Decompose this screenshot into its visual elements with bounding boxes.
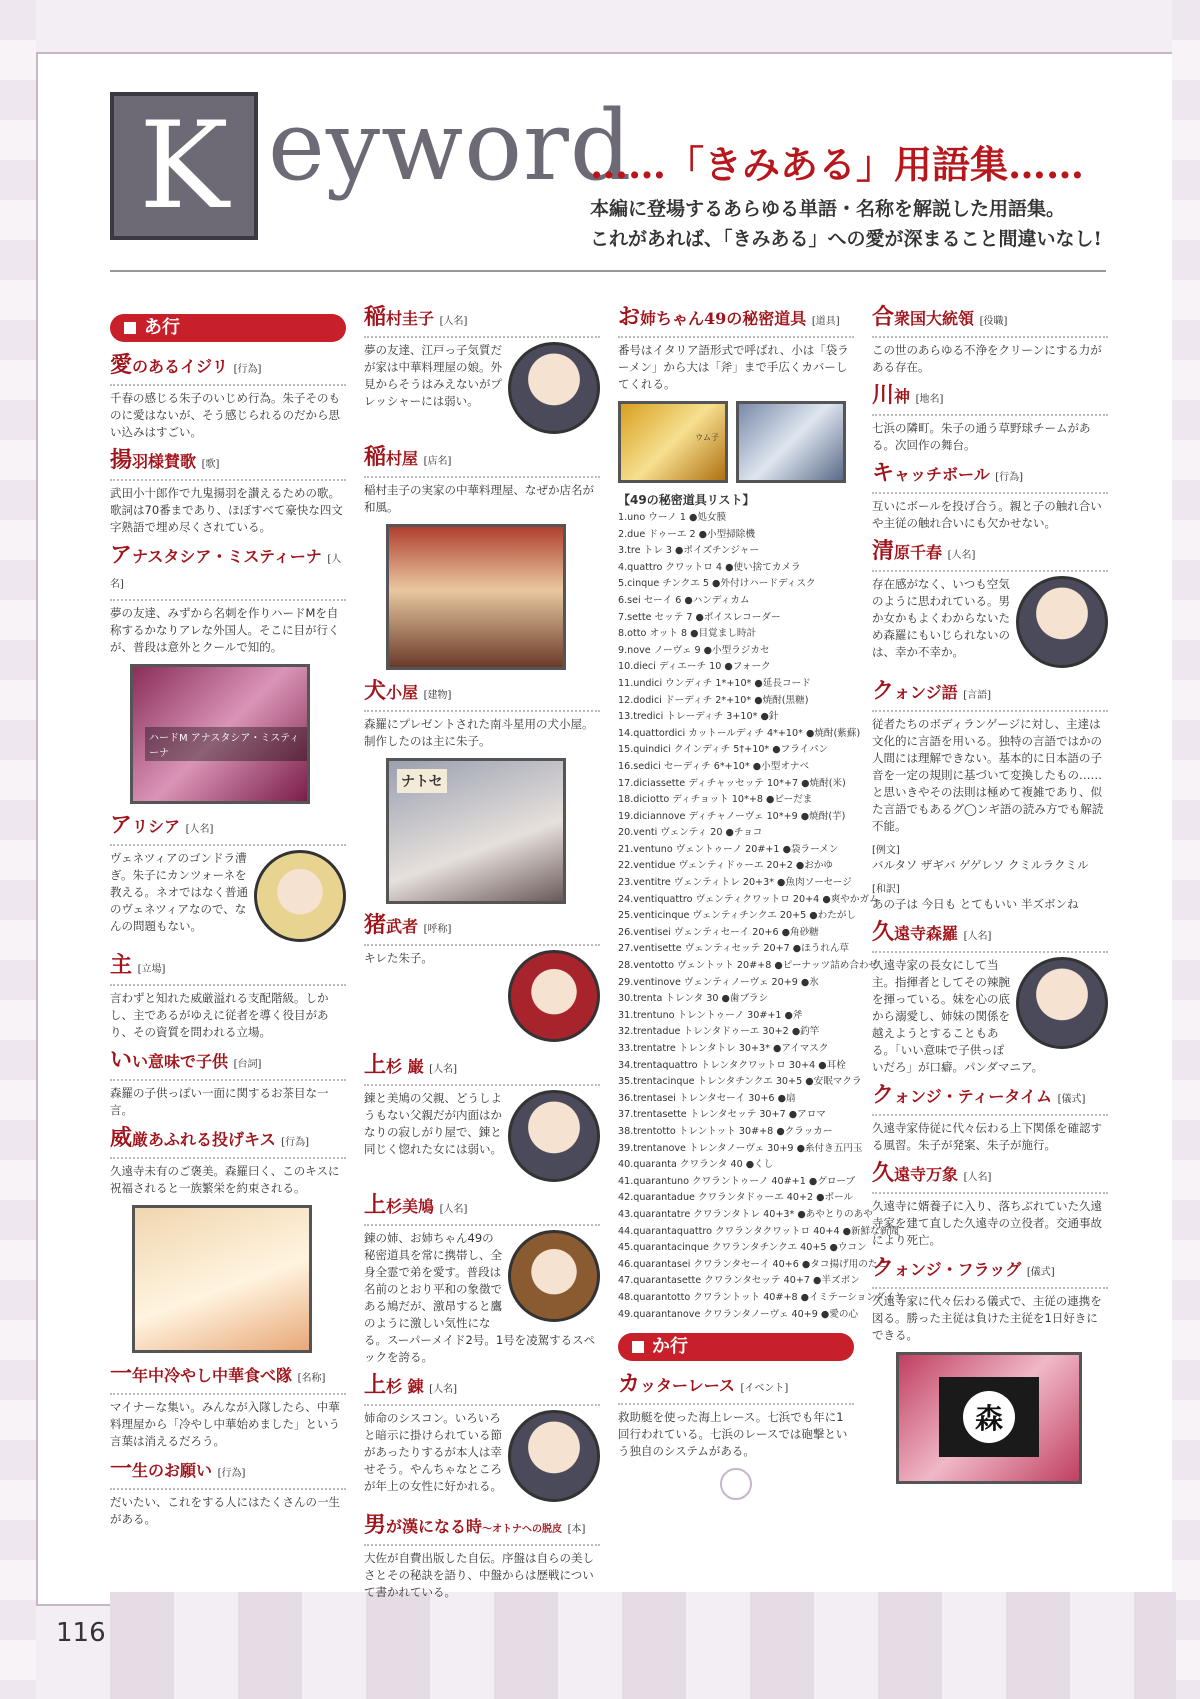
entry-inugoya <box>364 680 600 750</box>
term-category: [人名] <box>110 554 342 590</box>
entry-kawakami <box>872 384 1108 454</box>
entry-description: 番号はイタリア語形式で呼ばれ、小は「袋ラーメン」から大は「斧」まで手広くカバーしてくれる。 <box>618 343 849 391</box>
entry-description: だいたい、これをする人にはたくさんの一生がある。 <box>110 1495 340 1526</box>
term-rest: ォンジ・フラッグ <box>894 1260 1022 1279</box>
entry-term <box>872 1084 1108 1116</box>
entry-description: 久遠寺家に代々伝わる儀式で、主従の連携を図る。勝った主従は負けた主従を1日好きにできる。 <box>872 1294 1102 1342</box>
translation-label: [和訳] <box>872 884 900 895</box>
akako-avatar <box>508 950 600 1042</box>
keyword-title: eyword <box>268 90 633 202</box>
tool-list-item: 29.ventinove ヴェンティノーヴェ 20+9 ●氷 <box>618 976 819 988</box>
tool-label: ウム子 <box>695 433 719 442</box>
tool-list-item: 9.nove ノーヴェ 9 ●小型ラジカセ <box>618 644 770 656</box>
term-category: [行為] <box>217 1468 246 1479</box>
term-category: [歌] <box>201 459 220 470</box>
tool-images <box>618 401 854 483</box>
tool-list-item: 44.quarantaquattro クワランタクワットロ 40+4 ●新鮮な新聞 <box>618 1225 899 1237</box>
entry-description: 錬と美鳩の父親、どうしようもない父親だが内面はかなりの寂しがり屋で、錬と同じく惚れた女には弱い。 <box>364 1091 502 1156</box>
entry-description: 錬の姉、お姉ちゃん49の秘密道具を常に携帯し、全身全霊で弟を愛す。普段は名前のとおり平和の象徴である鳩だが、激昂すると鷹のように激しい気性になる。スーパーメイド2号。1号を凌駕するスペックを誇る。 <box>364 1231 596 1364</box>
entry-term <box>364 680 600 712</box>
term-initial: ア <box>110 812 133 838</box>
entry-kiyohara-chiharu <box>872 540 1108 672</box>
term-category: [言語] <box>963 690 992 701</box>
right-ornament-border <box>1172 0 1200 1699</box>
column-4 <box>872 306 1108 1494</box>
blonde-girl-image <box>132 1205 312 1353</box>
tool-list-item: 26.ventisei ヴェンティセーイ 20+6 ●角砂糖 <box>618 926 819 938</box>
section-a-row: あ行 <box>110 314 346 342</box>
entry-alicia <box>110 814 346 946</box>
term-initial: 一 <box>110 1361 133 1387</box>
term-initial: 威 <box>110 1125 133 1151</box>
term-initial: 稲 <box>364 444 387 470</box>
entry-term <box>364 446 600 478</box>
term-initial: 久 <box>872 919 895 945</box>
tools-image-1 <box>618 401 728 483</box>
mihato-avatar <box>508 1230 600 1322</box>
tool-list-item: 43.quarantatre クワランタトレ 40+3* ●あやとりのあや <box>618 1208 873 1220</box>
term-initial: キ <box>872 460 895 486</box>
term-category: [儀式] <box>1057 1094 1086 1105</box>
column-2 <box>364 306 600 1609</box>
entry-description: 存在感がなく、いつも空気のように思われている。男か女かもよくわからないため森羅にもいじられないのは、幸か不幸か。 <box>872 577 1010 659</box>
entry-term <box>110 449 346 481</box>
term-category: [行為] <box>281 1137 310 1148</box>
entry-term <box>872 1162 1108 1194</box>
entry-description: 久遠寺家侍従に代々伝わる上下関係を確認する風習。朱子が発案、朱子が施行。 <box>872 1121 1102 1152</box>
tool-list-item: 24.ventiquattro ヴェンティクワットロ 20+4 ●爽やかガム <box>618 893 879 905</box>
tool-list-item: 39.trentanove トレンタノーヴェ 30+9 ●糸付き五円玉 <box>618 1142 863 1154</box>
entry-term <box>364 306 600 338</box>
tool-list-item: 49.quarantanove クワランタノーヴェ 40+9 ●愛の心 <box>618 1308 859 1320</box>
intro-line-1: 本編に登場するあらゆる単語・名称を解説した用語集。 <box>590 198 1066 220</box>
entry-ageha-sanka <box>110 449 346 536</box>
left-ornament-border <box>0 0 36 1699</box>
entry-uesugi-mihato <box>364 1194 600 1366</box>
term-rest: 遠寺森羅 <box>894 924 959 943</box>
ren-avatar <box>508 1410 600 1502</box>
term-rest: ャッチボール <box>894 465 990 484</box>
tool-list-item: 20.venti ヴェンティ 20 ●チョコ <box>618 827 763 839</box>
tool-list-item: 18.diciotto ディチョット 10*+8 ●ビーだま <box>618 794 813 806</box>
entry-description: 大佐が自費出版した自伝。序盤は自らの美しさとその秘訣を語り、中盤からは歴戦について書かれている。 <box>364 1551 594 1599</box>
entry-catch-ball <box>872 462 1108 532</box>
term-category: [建物] <box>423 690 452 701</box>
entry-cutter-race <box>618 1373 854 1460</box>
term-rest: 杉美鳩 <box>386 1197 435 1216</box>
entry-term <box>872 921 1108 953</box>
term-category: [人名] <box>947 550 976 561</box>
tool-list-item: 35.trentacinque トレンタチンクエ 30+5 ●安眠マクラ <box>618 1076 862 1088</box>
tool-list-item: 7.sette セッテ 7 ●ボイスレコーダー <box>618 611 781 623</box>
term-category: [人名] <box>439 316 468 327</box>
entry-term <box>364 1514 600 1546</box>
term-category: [行為] <box>995 472 1024 483</box>
tool-list-item: 28.ventotto ヴェントット 20#+8 ●ピーナッツ詰め合わせ <box>618 960 879 972</box>
entry-kuonji-bansho <box>872 1162 1108 1249</box>
tool-list-item: 33.trentatre トレンタトレ 30+3* ●アイマスク <box>618 1043 829 1054</box>
intro-line-2: これがあれば、「きみある」への愛が深まること間違いなし! <box>590 228 1102 250</box>
entry-term <box>618 306 854 338</box>
entry-kuonji-flag <box>872 1257 1108 1344</box>
entry-term <box>110 1458 346 1490</box>
tool-list-item: 16.sedici セーディチ 6*+10* ●小型オナベ <box>618 760 810 772</box>
entry-description: 姉命のシスコン。いろいろと暗示に掛けられている節があったりするが本人は幸せそう。やんちゃなところが年上の女性に好かれる。 <box>364 1411 502 1493</box>
term-rest: 厳あふれる投げキス <box>132 1130 276 1149</box>
flag-image <box>896 1352 1082 1484</box>
entry-hiyashi-chuka <box>110 1363 346 1450</box>
tool-list-item: 38.trentotto トレントット 30#+8 ●クラッカー <box>618 1125 833 1137</box>
term-initial: 稲 <box>364 304 387 330</box>
term-rest: 杉 錬 <box>386 1377 424 1396</box>
term-category: [本] <box>567 1524 586 1535</box>
entry-aruji <box>110 954 346 1041</box>
entry-ii-imi-de-kodomo <box>110 1049 346 1119</box>
alicia-avatar <box>254 850 346 942</box>
entry-term <box>872 680 1108 712</box>
entry-term <box>872 306 1108 338</box>
tool-list-item: 22.ventidue ヴェンティドゥーエ 20+2 ●おかゆ <box>618 860 834 872</box>
term-rest: 羽様賛歌 <box>132 452 197 471</box>
term-category: [道具] <box>811 316 840 327</box>
term-rest: 衆国大統領 <box>894 309 975 328</box>
entry-ai-no-aru-ijiri <box>110 354 346 441</box>
page-header <box>110 92 1106 272</box>
term-category: [名称] <box>297 1373 326 1384</box>
term-initial: ク <box>872 1255 895 1281</box>
term-category: [イベント] <box>740 1383 789 1395</box>
tool-list-item: 37.trentasette トレンタセッテ 30+7 ●アロマ <box>618 1109 826 1121</box>
doghouse-sign: ナトセ <box>397 769 447 793</box>
tool-list-item: 3.tre トレ 3 ●ポイズチンジャー <box>618 545 759 557</box>
term-category: [地名] <box>915 394 944 405</box>
term-initial: ア <box>110 542 133 568</box>
term-initial: 合 <box>872 304 895 330</box>
entry-president <box>872 306 1108 376</box>
entry-term <box>872 1257 1108 1289</box>
term-category: [儀式] <box>1026 1267 1055 1278</box>
tool-list-item: 10.dieci ディエーチ 10 ●フォーク <box>618 661 771 673</box>
term-rest: 小屋 <box>386 683 419 702</box>
card-caption: ハードM アナスタシア・ミスティーナ <box>145 727 307 761</box>
tool-list-item: 14.quattordici カットールディチ 4*+10* ●焼酎(紫蘇) <box>618 727 861 739</box>
tool-list-item: 31.trentuno トレントゥーノ 30#+1 ●斧 <box>618 1009 803 1021</box>
entry-otoko-ga-kan <box>364 1514 600 1601</box>
term-category: [役職] <box>979 316 1008 327</box>
tool-list-item: 4.quattro クワットロ 4 ●使い捨てカメラ <box>618 561 801 573</box>
tool-list-item: 19.diciannove ディチャノーヴェ 10*+9 ●焼酎(芋) <box>618 810 846 822</box>
term-initial: 犬 <box>364 678 387 704</box>
entry-term <box>110 814 346 846</box>
term-rest: リシア <box>132 817 181 836</box>
term-initial: 猪 <box>364 912 387 938</box>
entry-description: 夢の友達、江戸っ子気質だが家は中華料理屋の娘。外見からそうはみえないがプレッシャーには弱い。 <box>364 343 502 408</box>
term-initial: 久 <box>872 1160 895 1186</box>
entry-term <box>110 544 346 601</box>
entry-himitsu-dougu <box>618 306 854 393</box>
term-initial: 男 <box>364 1512 387 1538</box>
entry-description: 千春の感じる朱子のいじめ行為。朱子そのものに愛はないが、そう感じられるのだから思い込みはすごい。 <box>110 391 340 439</box>
restaurant-image <box>386 524 566 670</box>
entry-inamuraya <box>364 446 600 516</box>
tool-list-item: 47.quarantasette クワランタセッテ 40+7 ●半ズボン <box>618 1275 860 1287</box>
entry-description: 武田小十郎作で九鬼揚羽を讃えるための歌。歌詞は70番まであり、ほぼすべて豪快な四文字熟語で埋め尽くされている。 <box>110 486 343 534</box>
tool-list-item: 1.uno ウーノ 1 ●処女膜 <box>618 512 727 523</box>
term-category: [人名] <box>963 1172 992 1183</box>
tool-list-item: 15.quindici クインディチ 5†+10* ●フライパン <box>618 744 829 756</box>
entry-description: 稲村圭子の実家の中華料理屋、なぜか店名が和風。 <box>364 483 594 514</box>
term-subtitle: ～オトナへの脱皮 <box>482 1524 563 1535</box>
entry-term <box>110 1363 346 1395</box>
tool-list-item: 27.ventisette ヴェンティセッテ 20+7 ●ほうれん草 <box>618 943 850 955</box>
entry-inoshishi-musha <box>364 914 600 1046</box>
entry-description: 従者たちのボディランゲージに対し、主達は文化的に言語を用いる。独特の言語ではかの人間には理解できない。基本的に日本語の子音を一定の規則に基づいて変換したもの……と思いきやその法則は極めて複雑であり、似た言語でもあるグ◯ンギ語の読み方でも解読不能。 <box>872 717 1104 833</box>
term-rest: ォンジ語 <box>894 683 958 702</box>
term-rest: 神 <box>894 387 911 406</box>
iwao-avatar <box>508 1090 600 1182</box>
term-category: [店名] <box>423 456 452 467</box>
entry-term <box>110 954 346 986</box>
term-rest: い意味で子供 <box>132 1052 229 1071</box>
entry-description: この世のあらゆる不浄をクリーンにする力がある存在。 <box>872 343 1102 374</box>
entry-term <box>110 1049 346 1081</box>
term-initial: 上 <box>364 1052 387 1078</box>
entry-term <box>110 354 346 386</box>
entry-kuonji-teatime <box>872 1084 1108 1154</box>
header-divider <box>110 270 1106 272</box>
keiko-avatar <box>508 342 600 434</box>
tool-list-item: 34.trentaquattro トレンタクワットロ 30+4 ●耳栓 <box>618 1059 846 1071</box>
doghouse-image <box>386 758 566 904</box>
translation-text: あの子は 今日も とてもいい 半ズボンね <box>872 897 1079 911</box>
term-initial: 愛 <box>110 352 133 378</box>
term-initial: い <box>110 1047 133 1073</box>
column-1 <box>110 300 346 1536</box>
example-label: [例文] <box>872 845 900 856</box>
entry-term <box>364 1054 600 1086</box>
term-rest: ォンジ・ティータイム <box>894 1087 1053 1106</box>
term-initial: 揚 <box>110 447 133 473</box>
entry-inamura-keiko <box>364 306 600 438</box>
entry-nage-kiss <box>110 1127 346 1197</box>
tool-list-item: 2.due ドゥーエ 2 ●小型掃除機 <box>618 528 755 540</box>
page-subtitle: ……「きみある」用語集…… <box>590 142 1085 187</box>
example-text: バルタソ ザギバ ゲゲレソ クミルラクミル <box>872 858 1089 872</box>
entry-term <box>110 1127 346 1159</box>
entry-description: キレた朱子。 <box>364 951 433 965</box>
term-category: [人名] <box>439 1204 468 1215</box>
tool-list-item: 23.ventitre ヴェンティトレ 20+3* ●魚肉ソーセージ <box>618 877 852 889</box>
tool-list-item: 42.quarantadue クワランタドゥーエ 40+2 ●ボール <box>618 1192 854 1204</box>
ornament-icon <box>720 1468 752 1500</box>
entry-description: 森羅にプレゼントされた南斗星用の犬小屋。制作したのは主に朱子。 <box>364 717 594 748</box>
k-logo-box <box>110 92 258 240</box>
term-initial: 上 <box>364 1192 387 1218</box>
section-ka-row: か行 <box>618 1333 854 1361</box>
entry-description: 七浜の隣町。朱子の通う草野球チームがある。次回作の舞台。 <box>872 421 1091 452</box>
business-card-image <box>130 664 310 804</box>
term-initial: 川 <box>872 382 895 408</box>
tool-list-item: 40.quaranta クワランタ 40 ●くし <box>618 1159 774 1171</box>
bottom-ornament-strip <box>110 1592 1176 1699</box>
entry-anastasia <box>110 544 346 656</box>
page-number: 116 <box>56 1618 106 1648</box>
tools-image-2 <box>736 401 846 483</box>
entry-term <box>364 914 600 946</box>
entry-kuonji-go <box>872 680 1108 913</box>
term-rest: 生のお願い <box>132 1461 213 1480</box>
term-rest: 姉ちゃん49の秘密道具 <box>640 309 807 328</box>
term-rest: 杉 巌 <box>386 1057 424 1076</box>
entry-description: 久遠寺家の長女にして当主。指揮者としてその辣腕を揮っている。妹を心の底から溺愛し、姉妹の関係を越えようとすることもある。「いい意味で子供っぽいだろ」が口癖。パンダマニア。 <box>872 958 1044 1074</box>
tool-list-item: 30.trenta トレンタ 30 ●歯ブラシ <box>618 993 769 1005</box>
tool-list-item: 12.dodici ドーディチ 2*+10* ●焼酎(黒糖) <box>618 694 809 706</box>
term-category: [呼称] <box>423 924 452 935</box>
term-category: [人名] <box>429 1064 457 1075</box>
tool-list-item: 32.trentadue トレンタドゥーエ 30+2 ●釣竿 <box>618 1026 820 1038</box>
shinra-avatar <box>1016 957 1108 1049</box>
term-rest: のあるイジリ <box>132 357 229 376</box>
tool-list-item: 48.quarantotto クワラントット 40#+8 ●イミテーションダイヤ <box>618 1291 904 1303</box>
entry-term <box>872 540 1108 572</box>
term-rest: 村屋 <box>386 449 419 468</box>
entry-term <box>364 1374 600 1406</box>
k-letter: K <box>139 96 229 236</box>
intro-text <box>590 194 1110 254</box>
term-initial: カ <box>618 1371 641 1398</box>
term-rest: ナスタシア・ミスティーナ <box>132 547 322 566</box>
tool-list-item: 21.ventuno ヴェントゥーノ 20#+1 ●袋ラーメン <box>618 843 839 855</box>
term-initial: お <box>618 304 641 330</box>
tool-list-item: 36.trentasei トレンタセーイ 30+6 ●扇 <box>618 1092 796 1104</box>
term-rest: が漢になる時 <box>386 1517 483 1536</box>
entry-description: ヴェネツィアのゴンドラ漕ぎ。朱子にカンツォーネを教える。ネオではなく普通のヴェネツィアなので、なんの問題もない。 <box>110 851 248 933</box>
term-initial: 上 <box>364 1372 387 1398</box>
term-initial: 一 <box>110 1456 133 1482</box>
term-initial: ク <box>872 1082 895 1108</box>
tool-list-item: 25.venticinque ヴェンティチンクエ 20+5 ●わたがし <box>618 910 857 922</box>
tool-list-item: 5.cinque チンクエ 5 ●外付けハードディスク <box>618 578 816 590</box>
term-rest: 原千春 <box>894 543 943 562</box>
tool-list-item: 8.otto オット 8 ●目覚まし時計 <box>618 628 757 640</box>
term-initial: 主 <box>110 952 133 978</box>
entry-description: 互いにボールを投げ合う。親と子の触れ合いや主従の触れ合いにも欠かせない。 <box>872 499 1102 530</box>
entry-description: 言わずと知れた威厳溢れる支配階級。しかし、主であるがゆえに従者を導く役目があり、その資質を問われる立場。 <box>110 991 329 1039</box>
entry-issho-no-onegai <box>110 1458 346 1528</box>
entry-uesugi-iwao <box>364 1054 600 1186</box>
entry-description: 救助艇を使った海上レース。七浜でも年に1回行われている。七浜のレースでは砲撃という独自のシステムがある。 <box>618 1410 848 1459</box>
term-category: [人名] <box>963 931 992 942</box>
term-rest: 遠寺万象 <box>894 1165 959 1184</box>
flag-emblem: 森 <box>963 1391 1015 1443</box>
term-rest: ッターレース <box>640 1376 735 1396</box>
term-category: [人名] <box>185 824 214 835</box>
tool-list-item: 45.quarantacinque クワランタチンクエ 40+5 ●ウコン <box>618 1242 867 1254</box>
tool-list-item: 41.quarantuno クワラントゥーノ 40#+1 ●グローブ <box>618 1175 856 1187</box>
term-category: [行為] <box>233 364 262 375</box>
term-initial: ク <box>872 678 895 704</box>
entry-description: 久遠寺に婿養子に入り、落ちぶれていた久遠寺家を建て直した久遠寺の立役者。交通事故により死亡。 <box>872 1199 1102 1247</box>
tool-list-item: 11.undici ウンディチ 1*+10* ●延長コード <box>618 677 811 689</box>
entry-term <box>872 462 1108 494</box>
term-rest: 村圭子 <box>386 309 435 328</box>
chiharu-avatar <box>1016 576 1108 668</box>
entry-term <box>618 1373 854 1405</box>
term-category: [立場] <box>137 964 166 975</box>
tool-list-item: 13.tredici トレーディチ 3+10* ●針 <box>618 711 779 723</box>
term-rest: 年中冷やし中華食べ隊 <box>132 1366 293 1385</box>
tool-list-item: 46.quarantasei クワランタセーイ 40+6 ●タコ揚げ用のたこ <box>618 1258 888 1270</box>
tool-list-item: 6.sei セーイ 6 ●ハンディカム <box>618 594 750 606</box>
entry-description: 夢の友達、みずから名刺を作りハードMを自称するかなりアレな外国人。そこに目が行くが、普段は意外とクールで知的。 <box>110 606 340 654</box>
tool-list-item: 17.diciassette ディチャッセッテ 10*+7 ●焼酎(米) <box>618 777 846 789</box>
entry-kuonji-shinra <box>872 921 1108 1076</box>
term-category: [人名] <box>429 1384 457 1395</box>
entry-description: 久遠寺未有のご褒美。森羅曰く、このキスに祝福されると一族繁栄を約束される。 <box>110 1164 340 1195</box>
entry-description: マイナーな集い。みんなが入隊したら、中華料理屋から「冷やし中華始めました」という言葉は消えるだろう。 <box>110 1400 340 1448</box>
entry-description: 森羅の子供っぽい一面に関するお茶目な一言。 <box>110 1086 329 1117</box>
entry-term <box>364 1194 600 1226</box>
term-initial: 清 <box>872 538 895 564</box>
entry-uesugi-ren <box>364 1374 600 1506</box>
term-category: [台詞] <box>233 1059 262 1070</box>
tool-list-title: 【49の秘密道具リスト】 <box>618 493 755 507</box>
entry-term <box>872 384 1108 416</box>
term-rest: 武者 <box>386 917 419 936</box>
flag-banner <box>939 1377 1039 1457</box>
